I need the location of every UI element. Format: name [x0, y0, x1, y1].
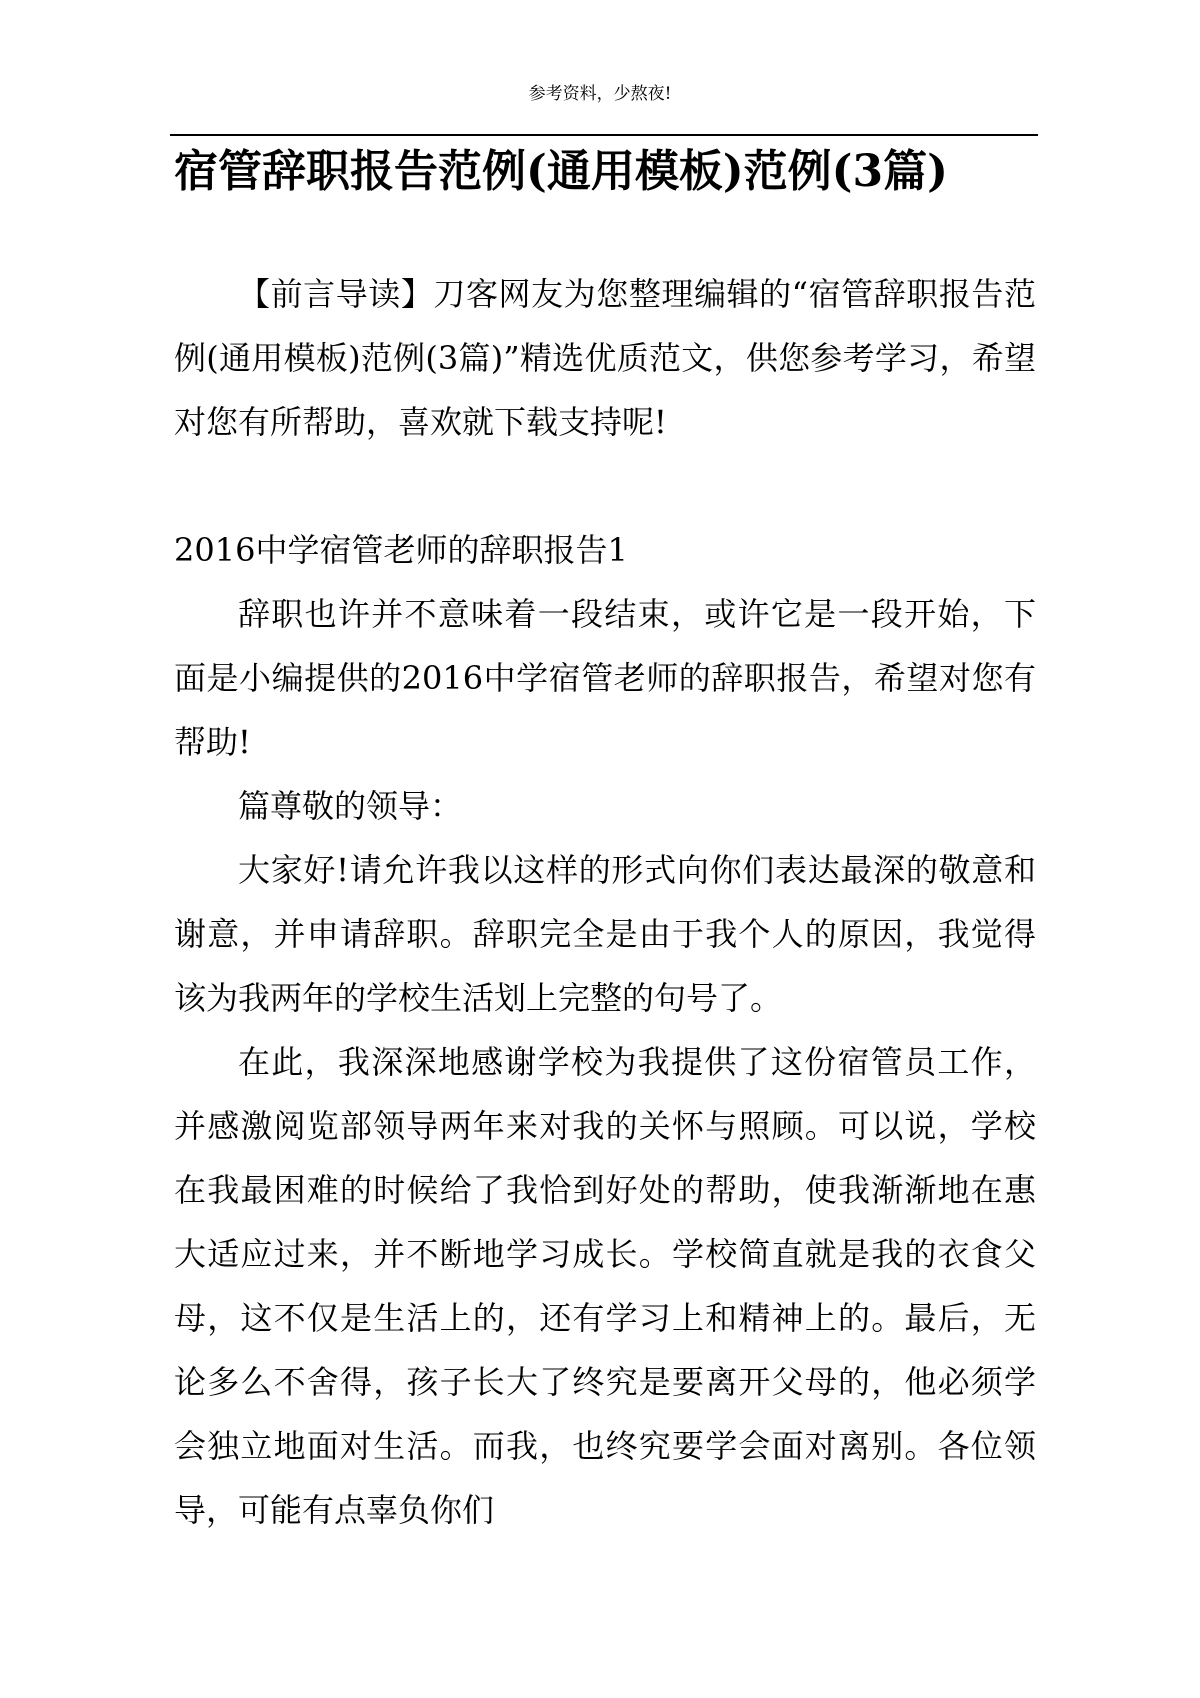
section-heading: 2016中学宿管老师的辞职报告1 [174, 531, 628, 569]
document-title: 宿管辞职报告范例(通用模板)范例(3篇) [174, 146, 948, 197]
main-body [174, 518, 1036, 1542]
salutation: 篇尊敬的领导： [238, 787, 463, 825]
body-paragraph-2: 大家好!请允许我以这样的形式向你们表达最深的敬意和谢意，并申请辞职。辞职完全是由于我个人的原因，我觉得该为我两年的学校生活划上完整的句号了。 [174, 851, 1036, 1017]
title-divider [170, 134, 1038, 136]
header-note: 参考资料，少熬夜! [528, 84, 672, 104]
preface-block [174, 262, 1036, 454]
body-paragraph-3: 在此，我深深地感谢学校为我提供了这份宿管员工作，并感激阅览部领导两年来对我的关怀与照顾。可以说，学校在我最困难的时候给了我恰到好处的帮助，使我渐渐地在惠大适应过来，并不断地学习成长。学校简直就是我的衣食父母，这不仅是生活上的，还有学习上和精神上的。最后，无论多么不舍得，孩子长大了终究是要离开父母的，他必须学会独立地面对生活。而我，也终究要学会面对离别。各位领导，可能有点辜负你们 [174, 1043, 1036, 1529]
body-paragraph-1: 辞职也许并不意味着一段结束，或许它是一段开始，下面是小编提供的2016中学宿管老师的辞职报告，希望对您有帮助! [174, 595, 1036, 761]
preface-paragraph: 【前言导读】刀客网友为您整理编辑的“宿管辞职报告范例(通用模板)范例(3篇)”精选优质范文，供您参考学习，希望对您有所帮助，喜欢就下载支持呢! [174, 275, 1036, 441]
